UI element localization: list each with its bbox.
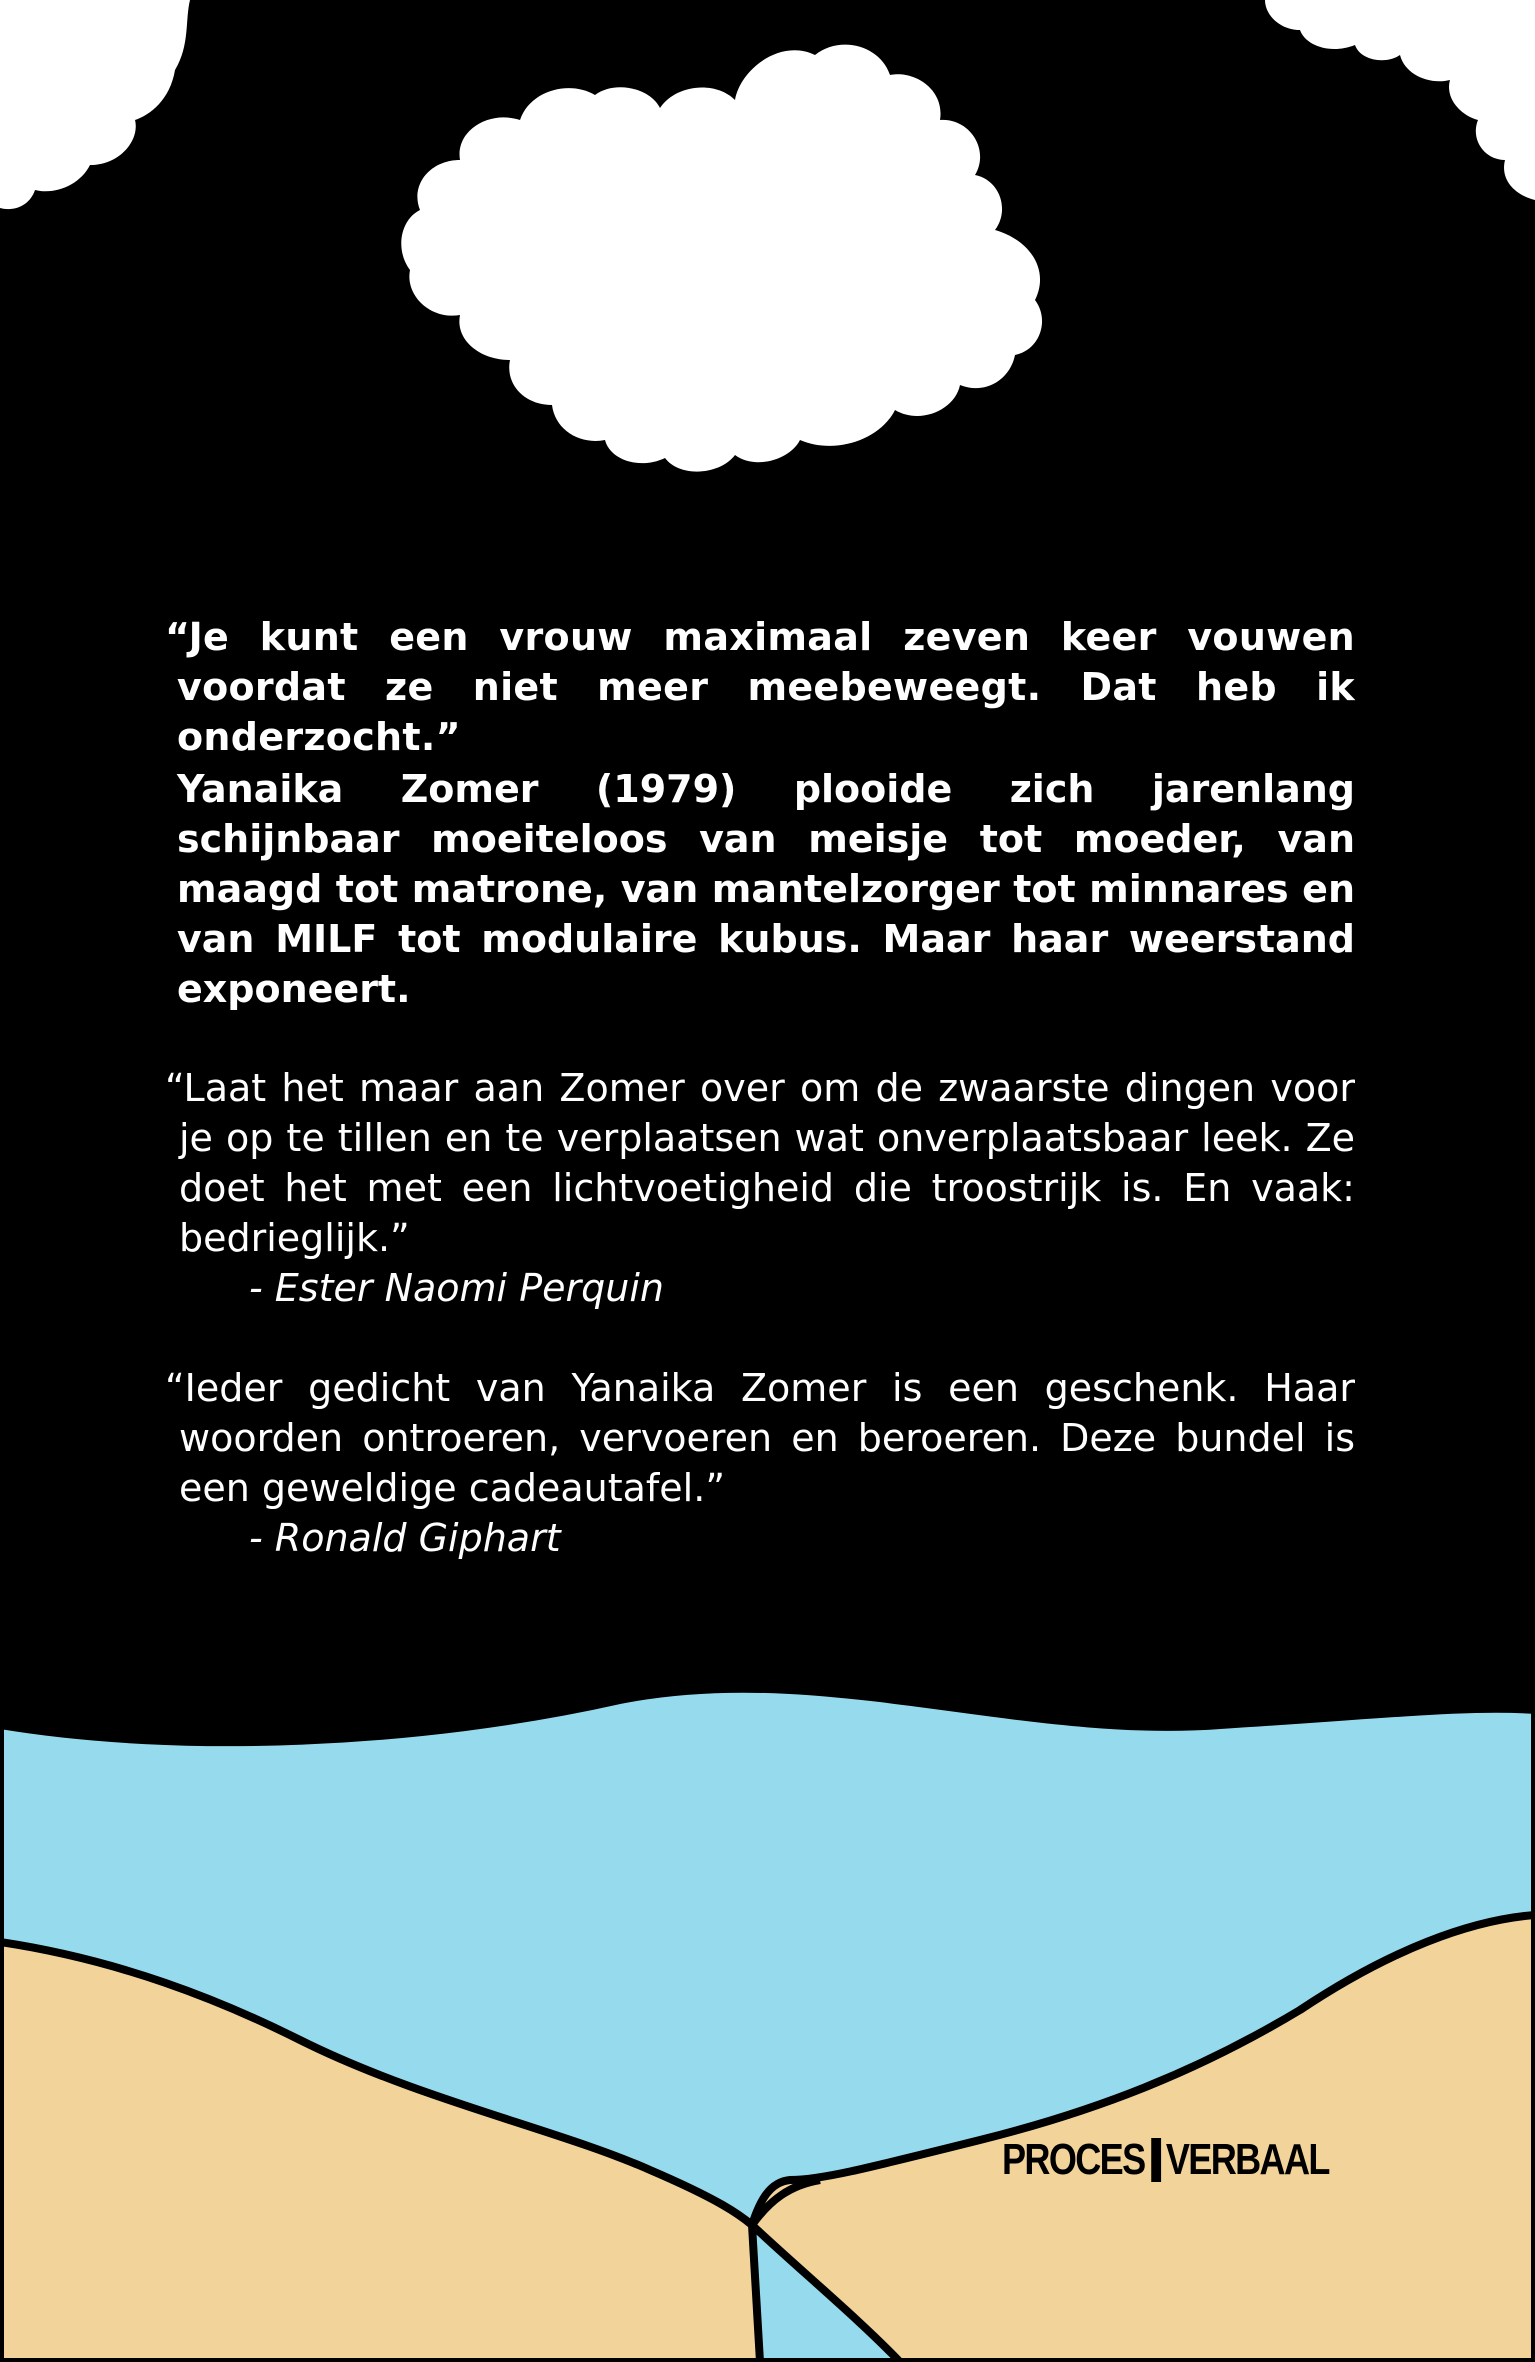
publisher-logo-right-word: VERBAAL bbox=[1165, 2135, 1329, 2184]
review-text: “Laat het maar aan Zomer over om de zwaarste dingen voor je op te tillen en te verplaatsen wat onverplaatsbaar leek. Ze doet het met een lichtvoetigheid die troostrijk is. En vaak: bedrieglijk.” bbox=[165, 1066, 1355, 1260]
cloud-top-right-illustration bbox=[1265, 0, 1535, 200]
review-quote bbox=[165, 1063, 1355, 1313]
review-author: - Ronald Giphart bbox=[249, 1516, 561, 1560]
cloud-top-left-illustration bbox=[0, 0, 190, 209]
lead-quote: “Je kunt een vrouw maximaal zeven keer vouwen voordat ze niet meer meebeweegt. Dat heb ik onderzocht.” bbox=[165, 615, 1355, 759]
book-blurb: Yanaika Zomer (1979) plooide zich jarenlang schijnbaar moeiteloos van meisje tot moeder, van maagd tot matrone, van mantelzorger tot minnares en van MILF tot modulaire kubus. Maar haar weerstand exponeert. bbox=[177, 767, 1355, 1011]
square-icon bbox=[1151, 2138, 1161, 2182]
review-text: “Ieder gedicht van Yanaika Zomer is een geschenk. Haar woorden ontroeren, vervoeren en beroeren. Deze bundel is een geweldige cadeautafel.” bbox=[165, 1366, 1355, 1510]
publisher-logo bbox=[1002, 2134, 1329, 2186]
publisher-logo-left-word: PROCES bbox=[1002, 2135, 1145, 2184]
cloud-center-illustration bbox=[401, 45, 1042, 472]
review-author: - Ester Naomi Perquin bbox=[249, 1266, 664, 1310]
review-quote bbox=[165, 1363, 1355, 1563]
